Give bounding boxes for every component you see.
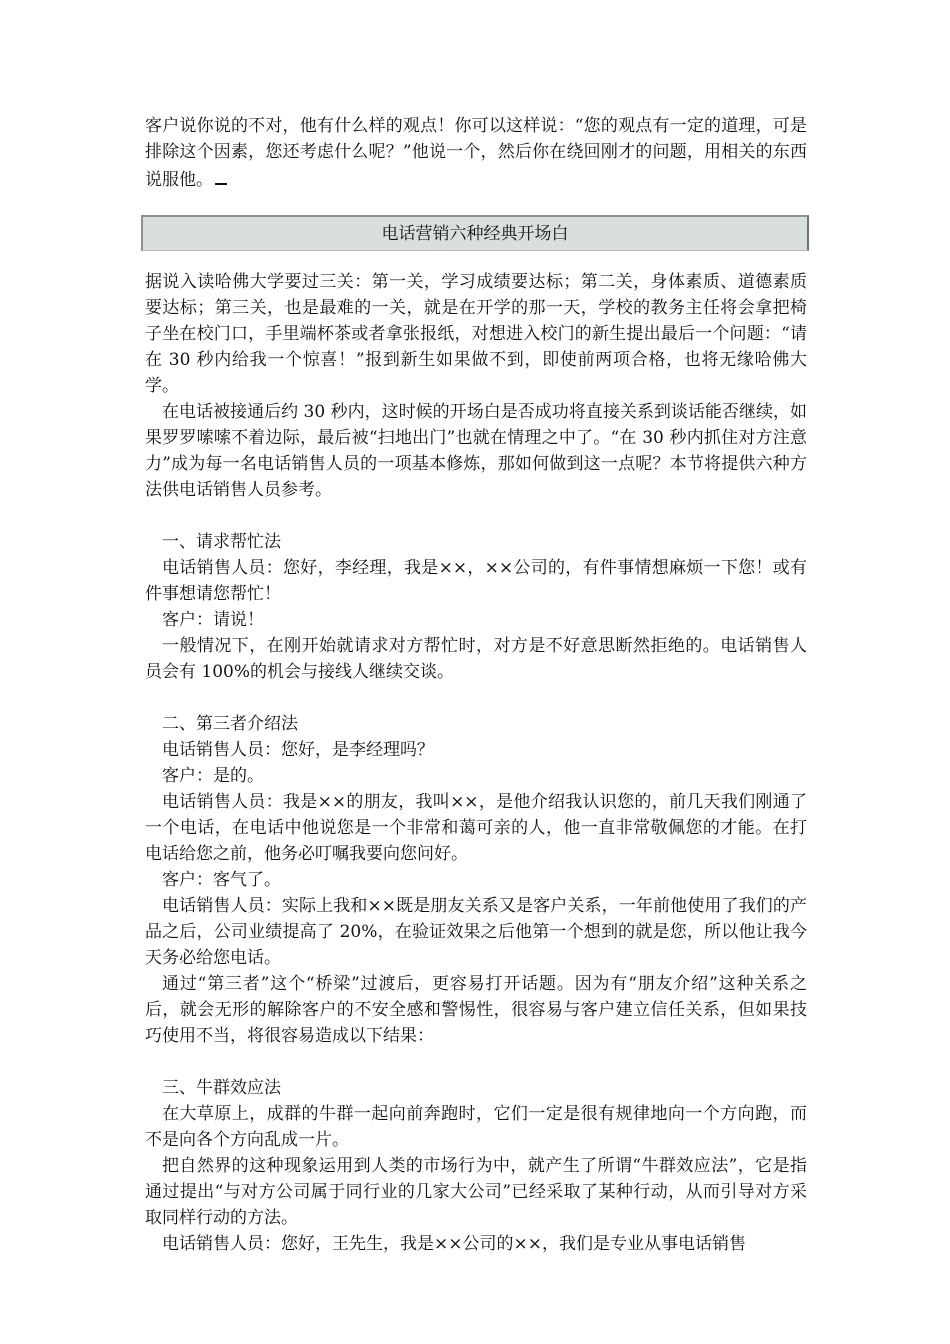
body-paragraph: 电话销售人员：您好，王先生，我是××公司的××，我们是专业从事电话销售 (162, 1234, 746, 1254)
paragraph-spacer (145, 685, 807, 711)
body-paragraph: 在电话被接通后约 30 秒内，这时候的开场白是否成功将直接关系到谈话能否继续，如果罗罗嗦嗦不着边际，最后被“扫地出门”也就在情理之中了。“在 30 秒内抓住对方注意力”成为每一名电话销售人员的一项基本修炼，那如何做到这一点呢？本节将提供六种方法供电话销售人员参考。 (145, 402, 807, 500)
body-paragraph: 客户：客气了。 (162, 870, 281, 890)
body-paragraph: 客户：请说！ (162, 610, 264, 630)
body-paragraph: 电话销售人员：您好，是李经理吗？ (162, 740, 434, 760)
body-paragraph: 客户：是的。 (162, 766, 264, 786)
body-paragraph: 据说入读哈佛大学要过三关：第一关，学习成绩要达标；第二关，身体素质、道德素质要达标；第三关，也是最难的一关，就是在开学的那一天，学校的教务主任将会拿把椅子坐在校门口，手里端杯茶或者拿张报纸，对想进入校门的新生提出最后一个问题：“请在 30 秒内给我一个惊喜！”报到新生如果做不到，即使前两项合格，也将无缘哈佛大学。 (145, 272, 807, 396)
body-paragraph: 一、请求帮忙法 (162, 532, 281, 552)
body-paragraph: 电话销售人员：实际上我和××既是朋友关系又是客户关系，一年前他使用了我们的产品之后，公司业绩提高了 20%，在验证效果之后他第一个想到的就是您，所以他让我今天务必给您电话。 (145, 896, 807, 968)
body-paragraph: 一般情况下，在刚开始就请求对方帮忙时，对方是不好意思断然拒绝的。电话销售人员会有 100%的机会与接线人继续交谈。 (145, 636, 807, 682)
text-cursor (215, 165, 227, 185)
paragraph-spacer (145, 503, 807, 529)
body-paragraph: 电话销售人员：我是××的朋友，我叫××，是他介绍我认识您的，前几天我们刚通了一个电话，在电话中他说您是一个非常和蔼可亲的人，他一直非常敬佩您的才能。在打电话给您之前，他务必叮嘱我要向您问好。 (145, 792, 807, 864)
section-title-bar (141, 215, 809, 251)
body-paragraph: 在大草原上，成群的牛群一起向前奔跑时，它们一定是很有规律地向一个方向跑，而不是向各个方向乱成一片。 (145, 1104, 807, 1150)
body-paragraph: 把自然界的这种现象运用到人类的市场行为中，就产生了所谓“牛群效应法”，它是指通过提出“与对方公司属于同行业的几家大公司”已经采取了某种行动，从而引导对方采取同样行动的方法。 (145, 1156, 807, 1228)
intro-paragraph (145, 113, 807, 193)
body-paragraph: 三、牛群效应法 (162, 1078, 281, 1098)
body-paragraph: 通过“第三者”这个“桥梁”过渡后，更容易打开话题。因为有“朋友介绍”这种关系之后，就会无形的解除客户的不安全感和警惕性，很容易与客户建立信任关系，但如果技巧使用不当，将很容易造成以下结果： (145, 974, 807, 1046)
paragraph-spacer (145, 1049, 807, 1075)
intro-text: 客户说你说的不对，他有什么样的观点！你可以这样说：“您的观点有一定的道理，可是排除这个因素，您还考虑什么呢？”他说一个，然后你在绕回刚才的问题，用相关的东西说服他。 (145, 116, 807, 190)
body-paragraph: 电话销售人员：您好，李经理，我是××，××公司的，有件事情想麻烦一下您！或有件事想请您帮忙！ (145, 558, 807, 604)
article-body (145, 269, 807, 1257)
section-title: 电话营销六种经典开场白 (381, 224, 569, 244)
body-paragraph: 二、第三者介绍法 (162, 714, 298, 734)
